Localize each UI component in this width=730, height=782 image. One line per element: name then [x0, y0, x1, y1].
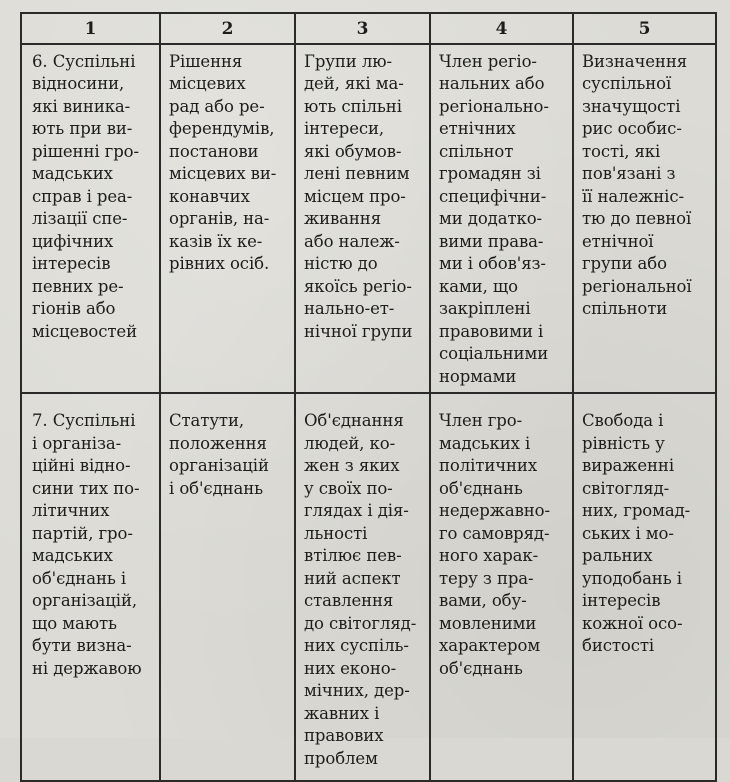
- column-header-3: 3: [295, 13, 430, 44]
- table-cell: Статути, положення організацій і об'єднань: [160, 393, 295, 781]
- table-cell: 7. Суспільні і організа- ційні відно- сини тих по- літичних партій, гро- мадських об'єднань і організацій, що мають бути визна- ні державою: [21, 393, 160, 781]
- table-cell: Об'єднання людей, ко- жен з яких у своїх по- глядах і дія- льності втілює пев- ний аспект ставлення до світогляд- них суспіль- них еконо- мічних, дер- жавних і правових проблем: [295, 393, 430, 781]
- table-row: [21, 44, 716, 394]
- table-cell: Визначення суспільної значущості рис особис- тості, які пов'язані з її належніс- тю до певної етнічної групи або регіональної спільноти: [573, 44, 716, 394]
- table-cell: Член гро- мадських і політичних об'єднань недержавно- го самовряд- ного харак- теру з пра- вами, обу- мовленими характером об'єднань: [430, 393, 573, 781]
- column-header-1: 1: [21, 13, 160, 44]
- table-cell: Свобода і рівність у вираженні світогляд- них, громад- ських і мо- ральних уподобань і інтересів кожної осо- бистості: [573, 393, 716, 781]
- table-cell: Рішення місцевих рад або ре- ферендумів, постанови місцевих ви- конавчих органів, на- казів їх ке- рівних осіб.: [160, 44, 295, 394]
- table-cell: Член регіо- нальних або регіонально- етнічних спільнот громадян зі специфічни- ми додатко- вими права- ми і обов'яз- ками, що закріплені правовими і соціальними нормами: [430, 44, 573, 394]
- column-header-5: 5: [573, 13, 716, 44]
- column-header-2: 2: [160, 13, 295, 44]
- table-cell: Групи лю- дей, які ма- ють спільні інтереси, які обумов- лені певним місцем про- живання або належ- ністю до якоїсь регіо- нально-ет- нічної групи: [295, 44, 430, 394]
- table-row: [21, 393, 716, 781]
- data-table: [20, 12, 717, 782]
- column-header-4: 4: [430, 13, 573, 44]
- header-row: [21, 13, 716, 44]
- table-cell: 6. Суспільні відносини, які виника- ють при ви- рішенні гро- мадських справ і реа- лізації спе- цифічних інтересів певних ре- гіонів або місцевостей: [21, 44, 160, 394]
